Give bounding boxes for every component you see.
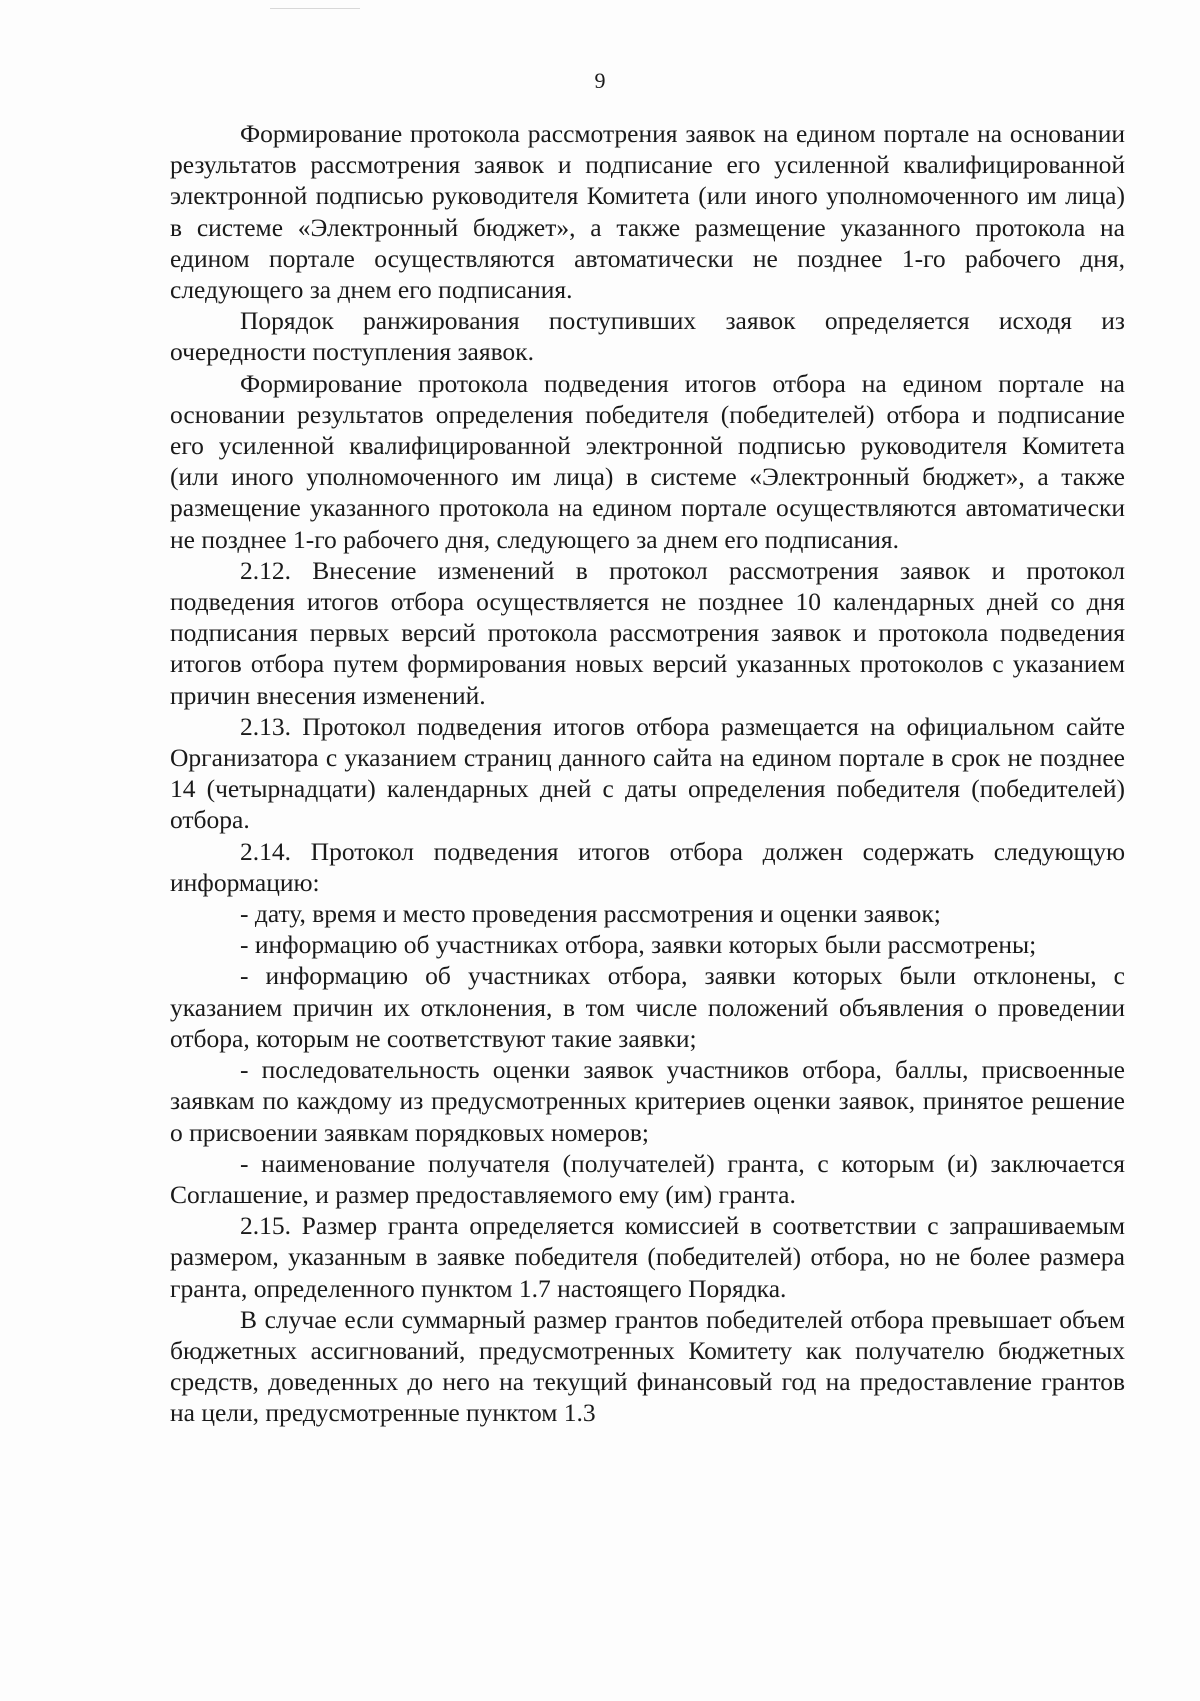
list-item-sequence: - последовательность оценки заявок участников отбора, баллы, присвоенные заявкам по каждому из предусмотренных критериев оценки заявок, принятое решение о присвоении заявкам порядковых номеров; bbox=[170, 1055, 1125, 1147]
paragraph-protocol-review: Формирование протокола рассмотрения заявок на едином портале на основании результатов рассмотрения заявок и подписание его усиленной квалифицированной электронной подписью руководителя Комитета (или иного уполномоченного им лица) в системе «Электронный бюджет», а также размещение указанного протокола на едином портале осуществляются автоматически не позднее 1-го рабочего дня, следующего за днем его подписания. bbox=[170, 119, 1125, 305]
document-body bbox=[170, 118, 1125, 1429]
list-item-reviewed: - информацию об участниках отбора, заявки которых были рассмотрены; bbox=[240, 930, 1037, 960]
paragraph-exceeds-budget: В случае если суммарный размер грантов победителей отбора превышает объем бюджетных ассигнований, предусмотренных Комитету как получателю бюджетных средств, доведенных до него на текущий финансовый год на предоставление грантов на цели, предусмотренные пунктом 1.3 bbox=[170, 1304, 1125, 1428]
paragraph-2-13: 2.13. Протокол подведения итогов отбора размещается на официальном сайте Организатора с указанием страниц данного сайта на едином портале в срок не позднее 14 (четырнадцати) календарных дней с даты определения победителя (победителей) отбора. bbox=[170, 711, 1125, 835]
paragraph-ranking-order: Порядок ранжирования поступивших заявок определяется исходя из очередности поступления заявок. bbox=[170, 306, 1125, 367]
paragraph-2-12: 2.12. Внесение изменений в протокол рассмотрения заявок и протокол подведения итогов отбора осуществляется не позднее 10 календарных дней со дня подписания первых версий протокола рассмотрения заявок и протокола подведения итогов отбора путем формирования новых версий указанных протоколов с указанием причин внесения изменений. bbox=[170, 555, 1125, 710]
scan-artifact-line bbox=[270, 8, 360, 9]
list-item-date-time: - дату, время и место проведения рассмотрения и оценки заявок; bbox=[240, 899, 941, 929]
paragraph-2-15: 2.15. Размер гранта определяется комиссией в соответствии с запрашиваемым размером, указанным в заявке победителя (победителей) отбора, но не более размера гранта, определенного пунктом 1.7 настоящего Порядка. bbox=[170, 1211, 1125, 1303]
list-item-rejected: - информацию об участниках отбора, заявки которых были отклонены, с указанием причин их отклонения, в том числе положений объявления о проведении отбора, которым не соответствуют такие заявки; bbox=[170, 961, 1125, 1053]
paragraph-2-14: 2.14. Протокол подведения итогов отбора должен содержать следующую информацию: bbox=[170, 836, 1125, 897]
page-number: 9 bbox=[594, 68, 606, 93]
paragraph-protocol-results: Формирование протокола подведения итогов отбора на едином портале на основании результатов определения победителя (победителей) отбора и подписание его усиленной квалифицированной электронной подписью руководителя Комитета (или иного уполномоченного им лица) в системе «Электронный бюджет», а также размещение указанного протокола на едином портале осуществляются автоматически не позднее 1-го рабочего дня, следующего за днем его подписания. bbox=[170, 368, 1125, 554]
list-item-recipient: - наименование получателя (получателей) гранта, с которым (и) заключается Соглашение, и размер предоставляемого ему (им) гранта. bbox=[170, 1148, 1125, 1209]
